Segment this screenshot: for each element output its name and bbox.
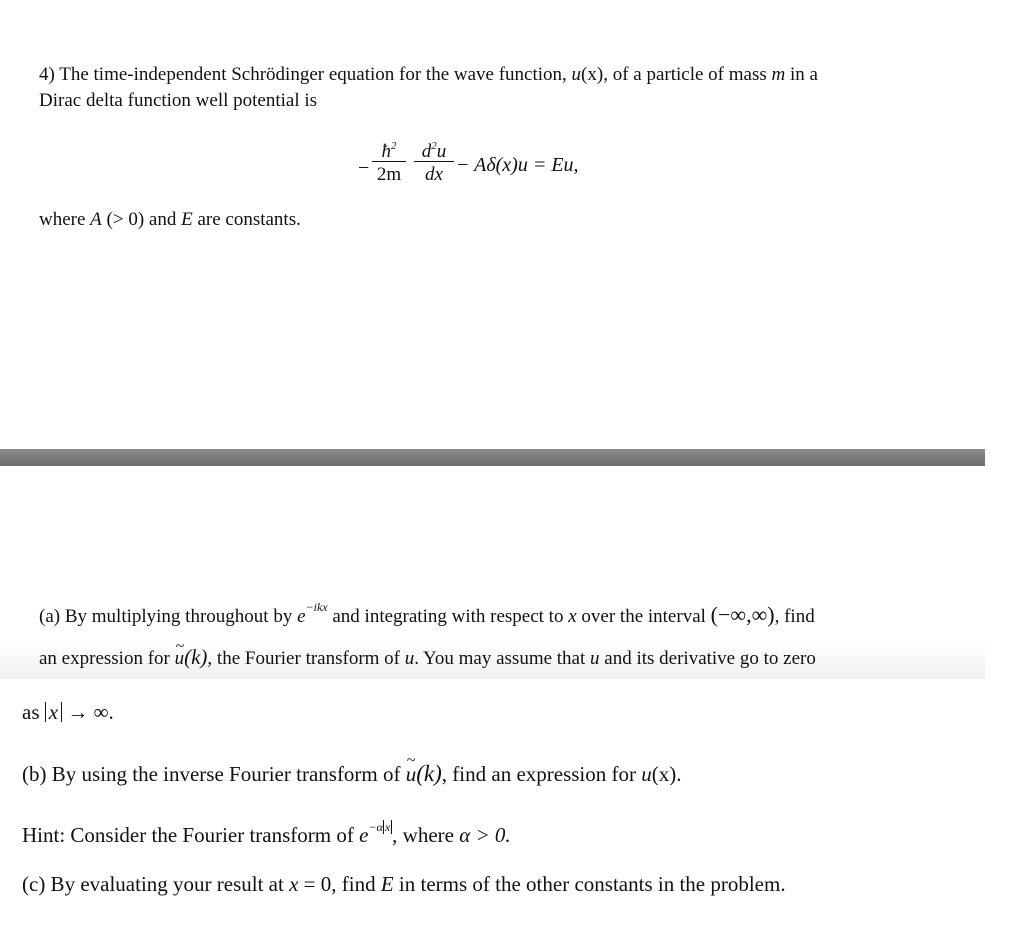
part-a-line-1 bbox=[39, 600, 815, 628]
energy-symbol: E bbox=[380, 872, 394, 896]
question-text: 4) The time-independent Schrödinger equation for the wave function, bbox=[39, 64, 572, 85]
part-a-end: , find bbox=[774, 606, 815, 627]
fraction-derivative bbox=[414, 133, 454, 188]
hint-exp-abs-x: x bbox=[384, 820, 391, 834]
alpha-condition: α > 0. bbox=[459, 823, 511, 847]
where-end: are constants. bbox=[192, 209, 301, 230]
wavefunction-arg: (x) bbox=[581, 64, 604, 85]
u-tilde-symbol-b: ~ u bbox=[406, 762, 417, 787]
hint-mid: , where bbox=[392, 823, 460, 847]
part-c-end: in terms of the other constants in the problem. bbox=[393, 872, 786, 896]
where-text: where bbox=[39, 209, 91, 230]
part-b-mid: , find an expression for bbox=[441, 762, 642, 786]
equation-remainder: − Aδ(x)u = Eu, bbox=[456, 154, 579, 176]
part-b-text: (b) By using the inverse Fourier transform of bbox=[22, 762, 406, 786]
abs-x: x bbox=[45, 702, 62, 722]
part-b bbox=[22, 761, 682, 787]
hint bbox=[22, 820, 511, 848]
question-text-mid: , of a particle of mass bbox=[603, 64, 772, 85]
part-a-text-2: an expression for bbox=[39, 648, 175, 669]
image-divider-band bbox=[0, 449, 985, 466]
derivative-u: u bbox=[436, 141, 447, 162]
part-a-mid-4: . You may assume that bbox=[414, 648, 591, 669]
wavefunction-symbol: u bbox=[571, 64, 582, 85]
limit-infinity: → ∞. bbox=[62, 700, 114, 724]
fraction-hbar bbox=[372, 133, 406, 188]
u-tilde-symbol: ~ u bbox=[175, 648, 185, 670]
u-symbol-2: u bbox=[590, 648, 600, 669]
u-symbol: u bbox=[404, 648, 415, 669]
hint-exp-base: e bbox=[359, 823, 369, 847]
k-argument-b: (k) bbox=[416, 761, 442, 786]
derivative-order: 2 bbox=[431, 140, 437, 152]
part-a-mid: and integrating with respect to bbox=[327, 606, 569, 627]
constants-statement bbox=[39, 209, 301, 231]
mass-symbol: m bbox=[771, 64, 786, 85]
constant-A: A bbox=[90, 209, 102, 230]
hbar-exponent: 2 bbox=[391, 140, 397, 152]
part-c-mid: = 0, find bbox=[298, 872, 381, 896]
k-argument: (k) bbox=[184, 645, 208, 669]
part-a-line-3 bbox=[22, 700, 114, 725]
exp-exponent: −ikx bbox=[305, 600, 328, 614]
schrodinger-equation bbox=[358, 133, 618, 203]
part-a-end-2: and its derivative go to zero bbox=[599, 648, 816, 669]
part-a-mid2: over the interval bbox=[576, 606, 711, 627]
u-symbol-b: u bbox=[641, 762, 652, 786]
u-arg-b: (x) bbox=[651, 762, 677, 786]
x-symbol: x bbox=[568, 606, 577, 627]
x-symbol-c: x bbox=[289, 872, 299, 896]
question-line-1 bbox=[39, 64, 818, 86]
part-a-as: as bbox=[22, 700, 45, 724]
part-a-mid-3: , the Fourier transform of bbox=[207, 648, 405, 669]
question-line-2: Dirac delta function well potential is bbox=[39, 90, 318, 111]
part-c bbox=[22, 872, 786, 897]
hint-text: Hint: Consider the Fourier transform of bbox=[22, 823, 360, 847]
constant-E: E bbox=[181, 209, 193, 230]
equation-lead-minus: − bbox=[358, 157, 370, 179]
where-mid: (> 0) and bbox=[101, 209, 182, 230]
hbar-symbol: ħ bbox=[381, 141, 391, 162]
hint-exp-alpha: −α bbox=[368, 820, 383, 834]
part-a-text: (a) By multiplying throughout by bbox=[39, 606, 298, 627]
exp-base: e bbox=[297, 606, 306, 627]
interval: (−∞,∞) bbox=[710, 602, 775, 627]
derivative-d: d bbox=[421, 141, 432, 162]
denominator-dx: dx bbox=[425, 164, 443, 185]
question-text-end: in a bbox=[785, 64, 818, 85]
part-c-text: (c) By evaluating your result at bbox=[22, 872, 290, 896]
part-b-end: . bbox=[676, 762, 682, 786]
denominator-2m: 2m bbox=[376, 164, 402, 185]
part-a-line-2 bbox=[39, 645, 816, 670]
